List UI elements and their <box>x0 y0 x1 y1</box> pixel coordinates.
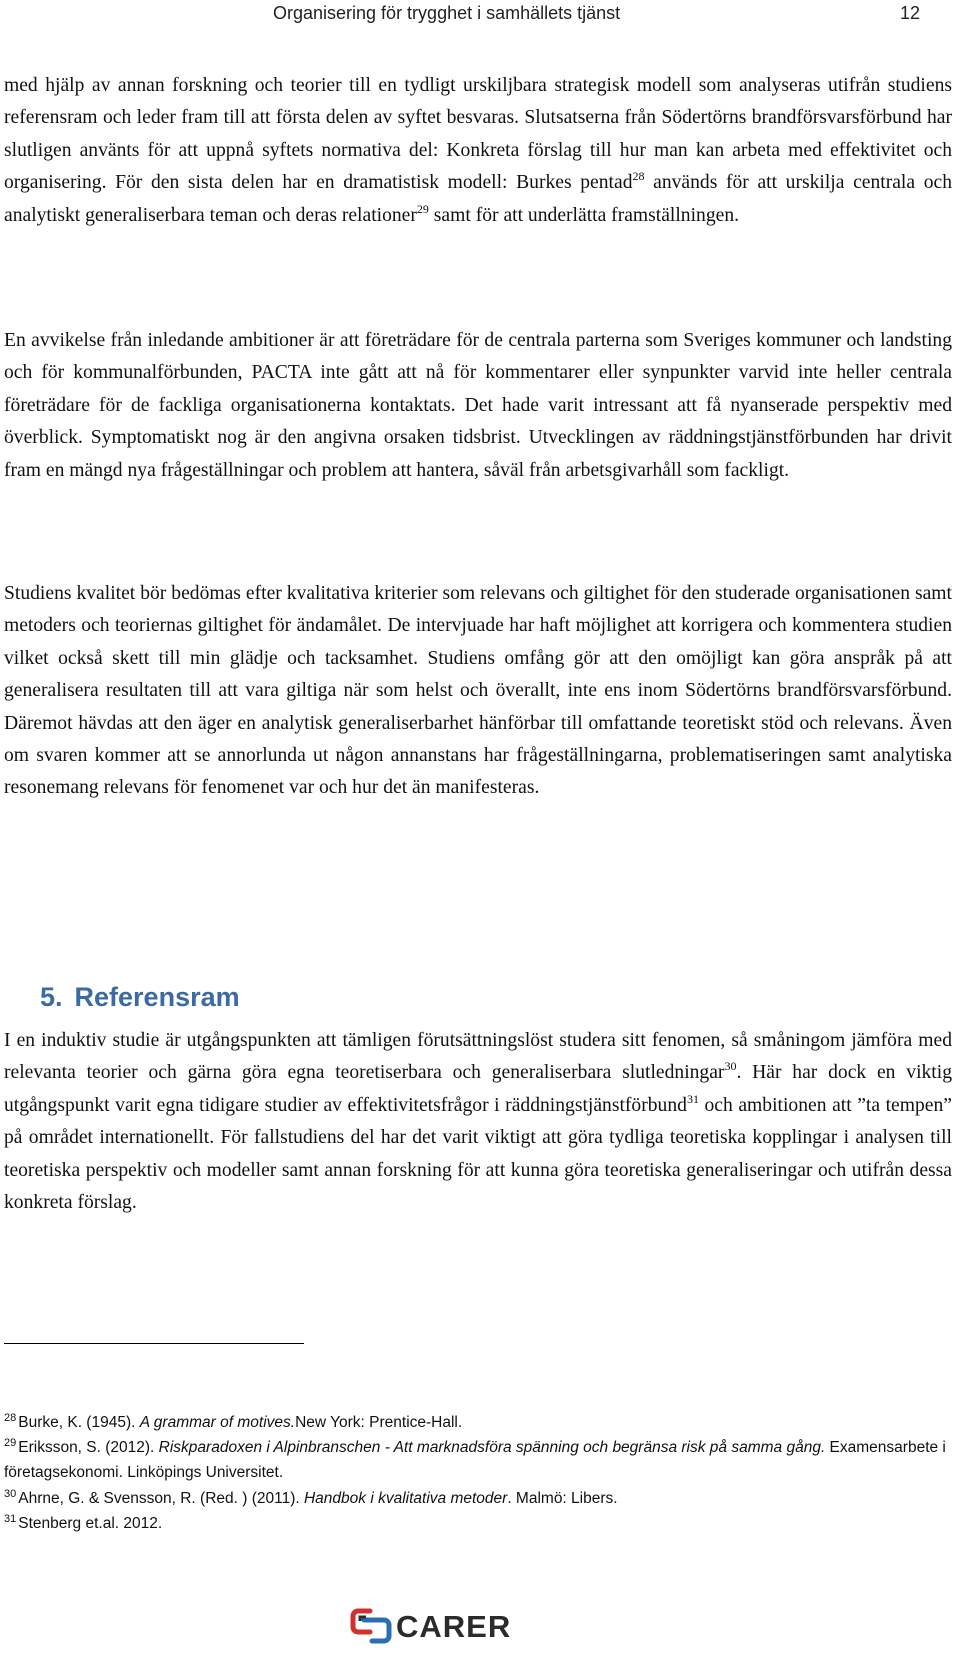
footnote-text: . Malmö: Libers. <box>507 1489 618 1507</box>
footnote-number: 31 <box>4 1512 17 1525</box>
section-heading <box>40 982 240 1013</box>
paragraph-quality: Studiens kvalitet bör bedömas efter kvalitativa kriterier som relevans och giltighet för den studerade organisationen samt metoders och teoriernas giltighet för ändamålet. De intervjuade har haft möjlighet att korrigera och kommentera studien vilket också skett till min glädje och tacksamhet. Studiens omfång gör att den omöjligt kan göra anspråk på att generalisera resultaten till att vara giltiga när som helst och överallt, inte ens inom Södertörns brandförsvarsförbund. Däremot hävdas att den äger en analytisk generaliserbarhet hänförbar till omfattande teoretiskt stöd och relevans. Även om svaren kommer att se annorlunda ut någon annanstans har frågeställningarna, problematiseringen samt analytiska resonemang relevans för fenomenet var och hur det än manifesteras. <box>4 583 952 799</box>
section-number: 5. <box>40 982 63 1012</box>
carer-logo-icon <box>350 1605 394 1647</box>
footnote-title: Handbok i kvalitativa metoder <box>303 1489 508 1507</box>
footnote-ref-31[interactable]: 31 <box>686 1091 699 1106</box>
footnote-28 <box>4 1410 954 1435</box>
footnote-title: A grammar of motives. <box>139 1414 296 1431</box>
carer-logo <box>350 1603 550 1649</box>
running-header-title: Organisering för trygghet i samhällets tjänst <box>273 3 621 23</box>
footnote-29 <box>4 1435 954 1485</box>
paragraph-deviation: En avvikelse från inledande ambitioner är att företrädare för de centrala parterna som Sveriges kommuner och landsting och för kommunalförbunden, PACTA inte gått att nå för kommentarer eller synpunkter varvid inte heller centrala företrädare för de fackliga organisationerna kontaktats. Det hade varit intressant att få nyanserade perspektiv med överblick. Symptomatiskt nog är den angivna orsaken tidsbrist. Utvecklingen av räddningstjänstförbunden har drivit fram en mängd nya frågeställningar och problem att hantera, såväl från arbetsgivarhåll som fackligt. <box>4 330 952 481</box>
footnote-ref-28[interactable]: 28 <box>632 169 645 184</box>
footnote-separator <box>4 1343 304 1344</box>
footnote-ref-30[interactable]: 30 <box>724 1059 737 1074</box>
footnote-31 <box>4 1511 954 1536</box>
footnote-title: Riskparadoxen i Alpinbranschen - Att marknadsföra spänning och begränsa risk på samma gång. <box>158 1439 826 1457</box>
footnote-text: Eriksson, S. (2012). <box>18 1439 159 1457</box>
page-number: 12 <box>899 3 920 23</box>
footnote-text: Examensarbete i företagsekonomi. Linköpings Universitet. <box>4 1439 946 1482</box>
footnote-30 <box>4 1486 954 1511</box>
paragraph-text: används för att urskilja centrala och analytiskt generaliserbara teman och deras relationer <box>4 172 952 226</box>
paragraph-reference-frame <box>4 1025 952 1219</box>
footnote-ref-29[interactable]: 29 <box>416 201 429 216</box>
footnote-text: Stenberg et.al. 2012. <box>18 1514 163 1532</box>
footnote-text: Ahrne, G. & Svensson, R. (Red. ) (2011). <box>18 1489 304 1507</box>
footnote-number: 28 <box>4 1412 17 1424</box>
paragraph-text: och ambitionen att ”ta tempen” på området internationellt. För fallstudiens del har det varit viktigt att göra tydliga teoretiska kopplingar i analysen till teoretiska perspektiv och modeller samt annan forskning för att kunna göra teoretiska generaliseringar och utifrån dessa konkreta förslag. <box>4 1094 952 1214</box>
paragraph-text: med hjälp av annan forskning och teorier till en tydligt urskiljbara strategisk modell som analyseras utifrån studiens referensram och leder fram till att första delen av syftet besvaras. Slutsatserna från Södertörns brandförsvarsförbund har slutligen använts för att uppnå syftets normativa del: Konkreta förslag till hur man kan arbeta med effektivitet och organisering. För den sista delen har en dramatistisk modell: Burkes pentad <box>4 75 952 194</box>
footnote-text: New York: Prentice-Hall. <box>295 1414 463 1431</box>
footnote-text: Burke, K. (1945). <box>18 1414 140 1431</box>
paragraph-method-summary <box>4 70 952 232</box>
paragraph-text: samt för att underlätta framställningen. <box>428 204 740 226</box>
carer-logo-text: CARER <box>396 1609 512 1644</box>
running-header <box>0 0 960 30</box>
footnotes <box>4 1410 954 1536</box>
paragraph-text: I en induktiv studie är utgångspunkten att tämligen förutsättningslöst studera sitt fenomen, så småningom jämföra med relevanta teorier och gärna göra egna teoretiserbara och generaliserbara slutledningar <box>4 1030 952 1084</box>
footnote-number: 29 <box>4 1437 17 1450</box>
section-title: Referensram <box>74 982 240 1012</box>
paragraph-text: . Här har dock en viktig utgångspunkt varit egna tidigare studier av effektivitetsfrågor i räddningstjänstförbund <box>4 1062 952 1116</box>
footnote-number: 30 <box>4 1487 17 1500</box>
